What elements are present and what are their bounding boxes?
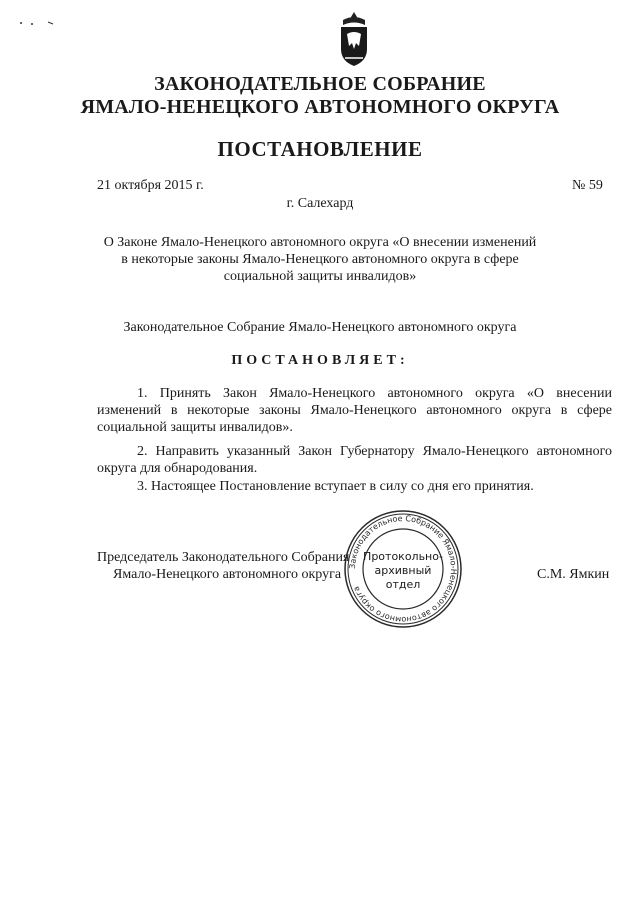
signatory-name: С.М. Ямкин: [537, 567, 610, 582]
preamble: Законодательное Собрание Ямало-Ненецкого автономного округа: [123, 320, 517, 335]
stamp-text-line: архивный: [374, 564, 432, 577]
signatory-title-line-2: Ямало-Ненецкого автономного округа: [113, 567, 342, 582]
stamp-text-line: отдел: [385, 578, 421, 591]
decree-heading: ПОСТАНОВЛЯЕТ:: [231, 353, 409, 368]
document-date: 21 октября 2015 г.: [97, 178, 204, 193]
org-name-line-2: ЯМАЛО-НЕНЕЦКОГО АВТОНОМНОГО ОКРУГА: [80, 96, 560, 118]
document-type: ПОСТАНОВЛЕНИЕ: [217, 137, 423, 161]
scan-marks: [18, 14, 58, 22]
org-name-line-1: ЗАКОНОДАТЕЛЬНОЕ СОБРАНИЕ: [154, 73, 486, 95]
coat-of-arms-icon: [333, 10, 375, 68]
official-stamp: [342, 508, 464, 630]
subject-line: О Законе Ямало-Ненецкого автономного округа «О внесении изменений: [103, 235, 537, 250]
decree-item-1: 1. Принять Закон Ямало-Ненецкого автономного округа «О внесении изменений в некоторые законы Ямало-Ненецкого автономного округа в сфере социальной защиты инвалидов».: [97, 386, 612, 435]
stamp-text-line: Протокольно-: [363, 550, 443, 563]
stamp-ring-text: Законодательное Собрание Ямало-Ненецкого автономного округа: [347, 513, 459, 625]
document-number: № 59: [572, 178, 603, 193]
decree-item-2: 2. Направить указанный Закон Губернатору Ямало-Ненецкого автономного округа для обнародования.: [97, 444, 612, 476]
subject-line: в некоторые законы Ямало-Ненецкого автономного округа в сфере: [121, 252, 519, 267]
signatory-title-line-1: Председатель Законодательного Собрания: [97, 550, 350, 565]
document-subject: [0, 234, 640, 285]
document-place: г. Салехард: [286, 196, 354, 211]
decree-item-3: 3. Настоящее Постановление вступает в силу со дня его принятия.: [137, 479, 534, 494]
subject-line: социальной защиты инвалидов»: [223, 269, 417, 284]
